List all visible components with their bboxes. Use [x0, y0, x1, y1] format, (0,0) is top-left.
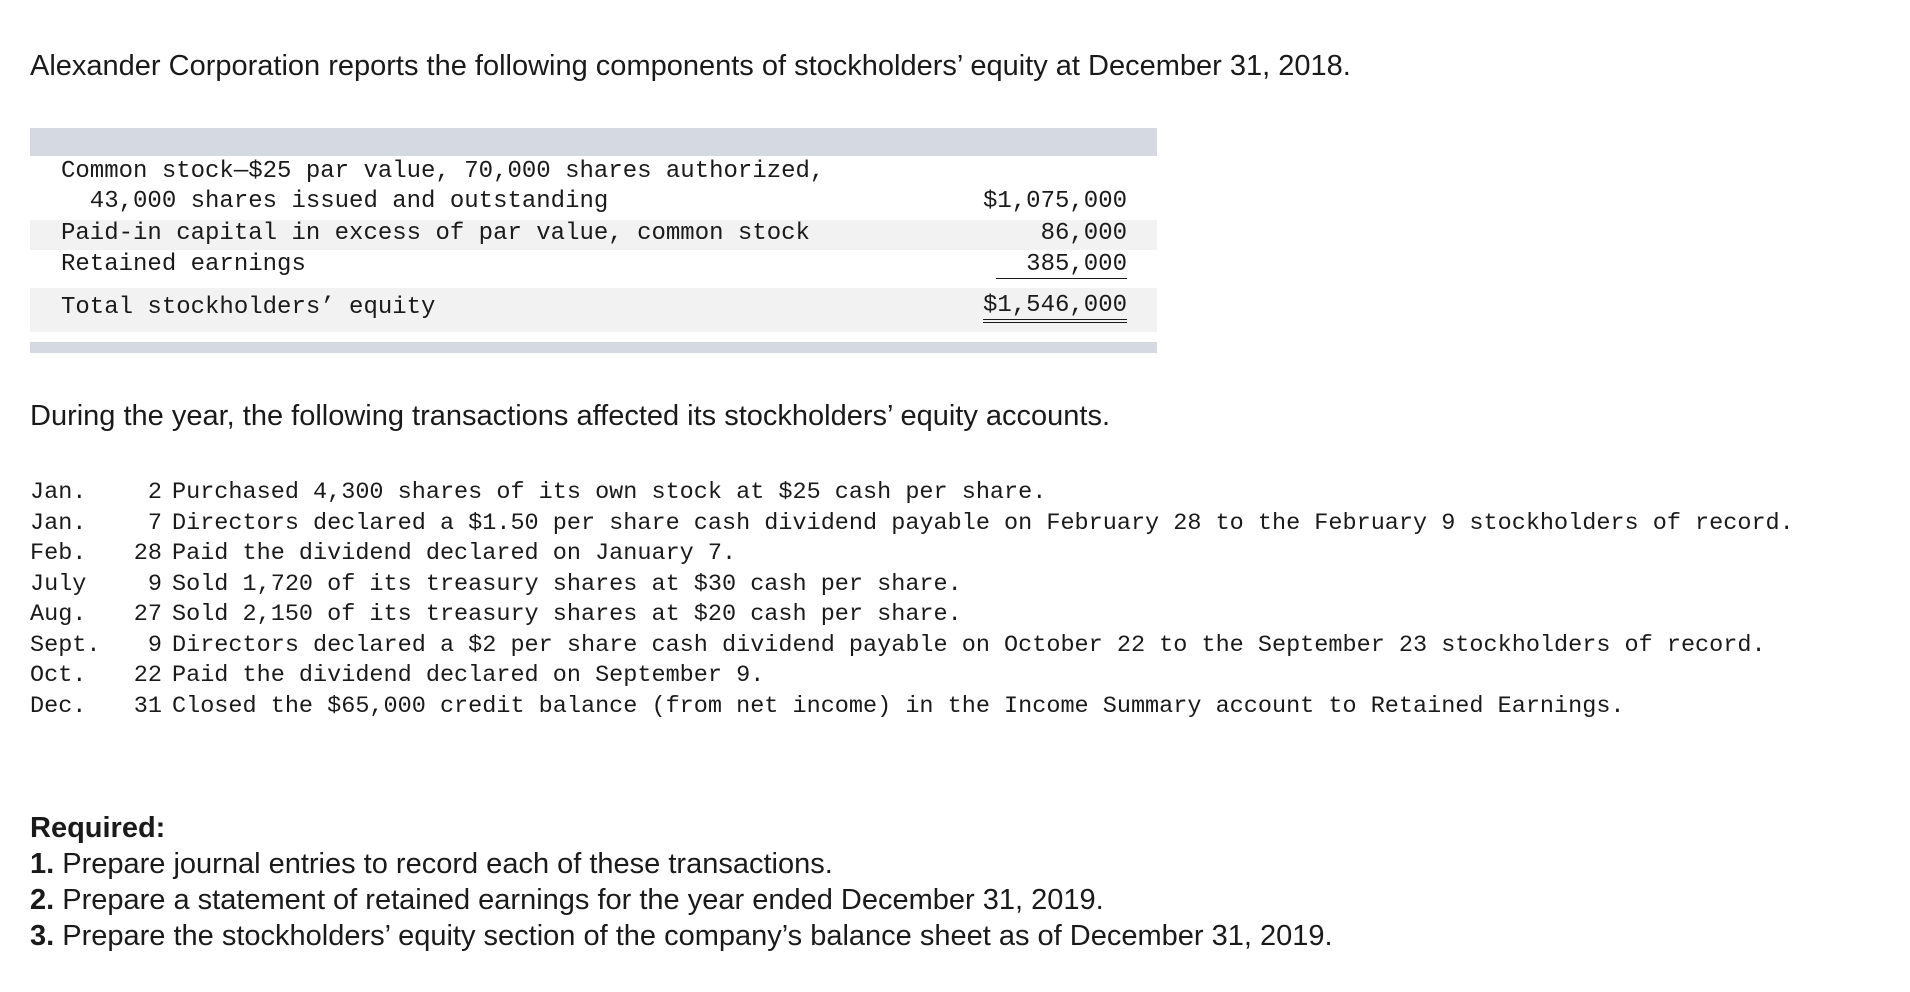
list-item	[30, 478, 1872, 509]
equity-table	[30, 128, 1157, 353]
required-item	[30, 846, 1333, 882]
table-row	[30, 220, 1157, 250]
row-label: Paid-in capital in excess of par value, common stock	[61, 220, 810, 247]
tx-month: Oct.	[30, 662, 87, 689]
tx-description: Sold 1,720 of its treasury shares at $30 cash per share.	[172, 570, 962, 598]
required-item	[30, 882, 1333, 918]
row-label: Common stock—$25 par value, 70,000 shares authorized,	[61, 158, 825, 185]
tx-day: 9	[147, 570, 162, 598]
required-item-number: 2.	[30, 884, 55, 916]
tx-month: Feb.	[30, 540, 87, 567]
list-item	[30, 509, 1872, 540]
required-item-text: Prepare a statement of retained earnings for the year ended December 31, 2019.	[54, 884, 1104, 916]
required-item-number: 3.	[30, 920, 55, 952]
tx-description: Directors declared a $1.50 per share cash dividend payable on February 28 to the February 9 stockholders of record.	[172, 509, 1794, 537]
tx-month: Dec.	[30, 692, 87, 720]
required-item-text: Prepare the stockholders’ equity section of the company’s balance sheet as of December 31, 2019.	[54, 920, 1333, 952]
tx-month: Jan.	[30, 479, 87, 506]
required-item-number: 1.	[30, 848, 55, 880]
list-item	[30, 570, 1872, 601]
intro-text: Alexander Corporation reports the following components of stockholders’ equity at December 31, 2018.	[30, 50, 1351, 82]
tx-month: Sept.	[30, 631, 101, 659]
tx-month: July	[30, 570, 87, 598]
tx-day: 22	[133, 662, 162, 689]
transaction-list	[30, 478, 1872, 722]
table-footer-band	[30, 342, 1157, 353]
required-item	[30, 918, 1333, 954]
required-item-text: Prepare journal entries to record each of these transactions.	[54, 848, 833, 880]
during-text: During the year, the following transactions affected its stockholders’ equity accounts.	[30, 400, 1111, 432]
tx-day: 9	[147, 631, 162, 659]
table-header-band	[30, 128, 1157, 156]
tx-description: Closed the $65,000 credit balance (from net income) in the Income Summary account to Retained Earnings.	[172, 692, 1625, 720]
tx-month: Jan.	[30, 509, 87, 537]
tx-description: Sold 2,150 of its treasury shares at $20 cash per share.	[172, 601, 962, 628]
tx-day: 2	[147, 479, 162, 506]
row-label: Total stockholders’ equity	[61, 294, 436, 321]
row-label-continued: 43,000 shares issued and outstanding	[61, 188, 609, 215]
tx-description: Directors declared a $2 per share cash dividend payable on October 22 to the September 23 stockholders of record.	[172, 631, 1766, 659]
row-amount: 385,000	[996, 251, 1127, 279]
tx-day: 28	[133, 540, 162, 567]
row-amount: $1,546,000	[983, 292, 1127, 323]
tx-day: 31	[133, 692, 162, 720]
required-heading: Required:	[30, 812, 166, 844]
row-amount: 86,000	[1040, 220, 1127, 247]
tx-description: Purchased 4,300 shares of its own stock at $25 cash per share.	[172, 479, 1047, 506]
list-item	[30, 661, 1872, 692]
tx-month: Aug.	[30, 601, 87, 628]
list-item	[30, 539, 1872, 570]
tx-description: Paid the dividend declared on September 9.	[172, 662, 765, 689]
row-amount: $1,075,000	[982, 188, 1127, 215]
table-row	[30, 158, 1157, 220]
tx-day: 27	[133, 601, 162, 628]
tx-day: 7	[147, 509, 162, 537]
list-item	[30, 631, 1872, 662]
table-row	[30, 251, 1157, 281]
tx-description: Paid the dividend declared on January 7.	[172, 540, 737, 567]
list-item	[30, 692, 1872, 723]
required-section	[30, 810, 1333, 954]
table-row-total	[30, 288, 1157, 332]
list-item	[30, 600, 1872, 631]
row-label: Retained earnings	[61, 251, 306, 278]
